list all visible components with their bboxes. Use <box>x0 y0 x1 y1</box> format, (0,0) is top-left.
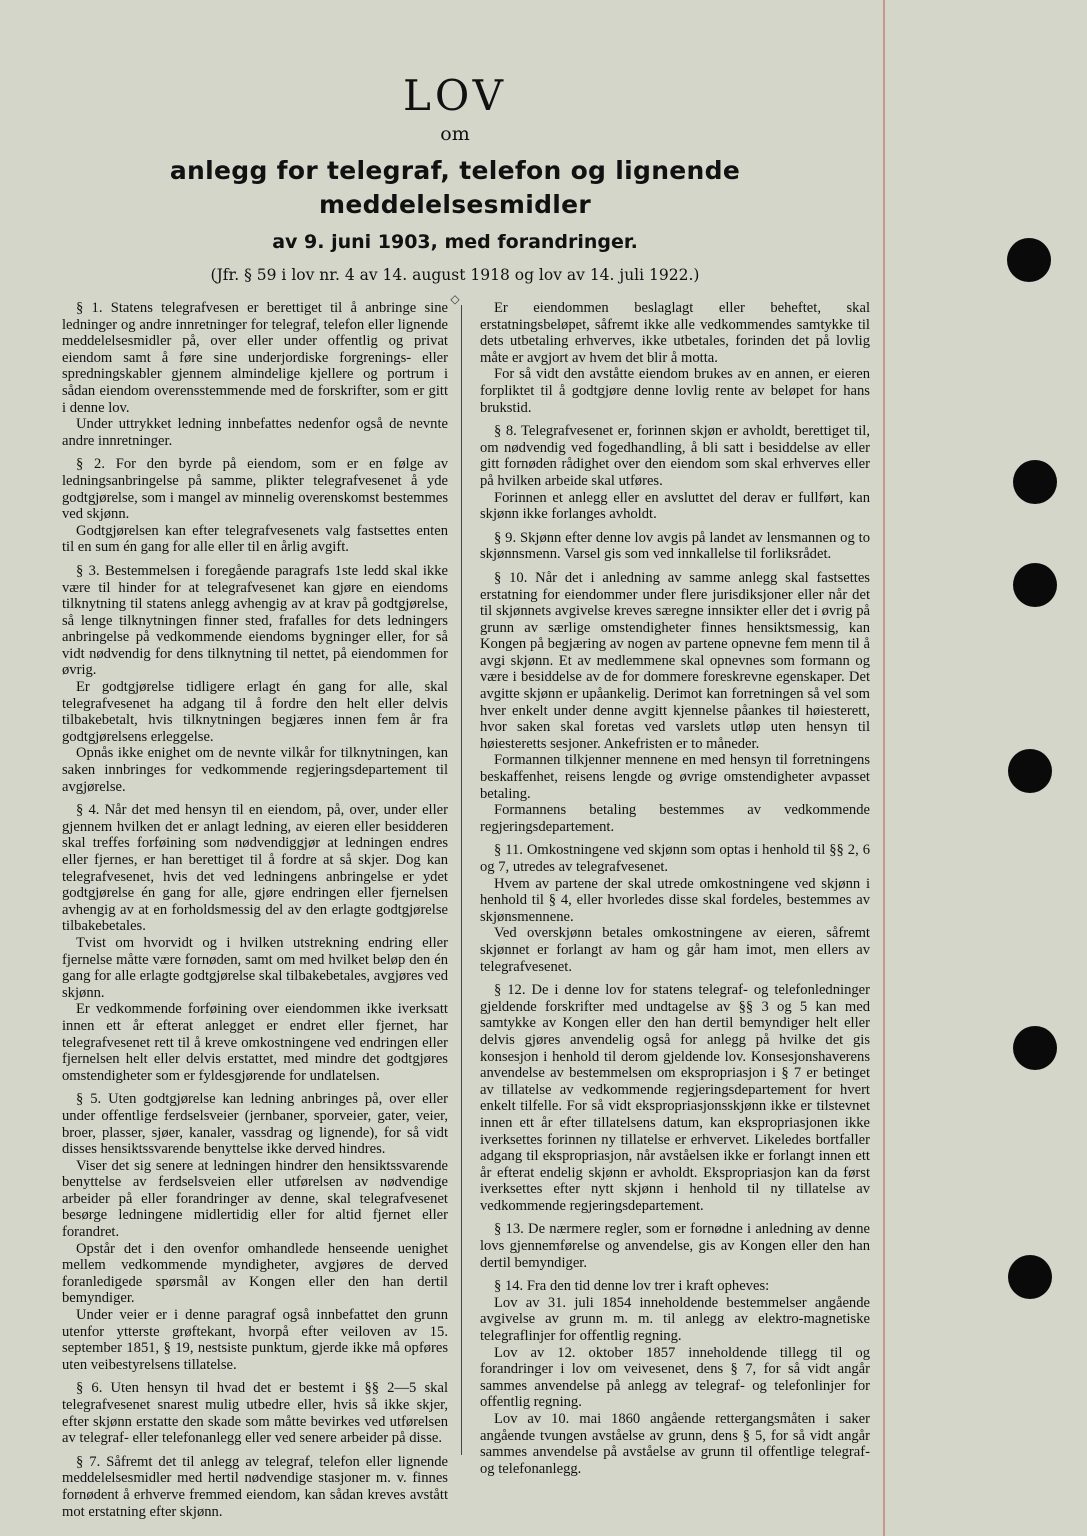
paragraph: § 1. Statens telegrafvesen er berettiget til å anbringe sine ledninger og andre innretninger for telegraf, telefon eller lignende meddelelsesmidler på, over eller under offentlig og privat eiendom samt å føre sine underjordiske forgrenings- eller spredningskabler gjennem almindelige kjellere og portrum i sådan eiendom overensstemmende med de forskrifter, som er gitt i denne lov. <box>62 300 448 416</box>
paragraph: § 11. Omkostningene ved skjønn som optas i henhold til §§ 2, 6 og 7, utredes av telegrafvesenet. <box>480 842 870 875</box>
paragraph: § 7. Såfremt det til anlegg av telegraf, telefon eller lignende meddelelsesmidler med hertil nødvendige stasjoner m. v. finnes fornødent å erhverve fremmed eiendom, kan sådan kreves avstått mot erstatning efter skjønn. <box>62 1453 448 1520</box>
punch-hole <box>1008 749 1052 793</box>
paragraph: § 4. Når det med hensyn til en eiendom, på, over, under eller gjennem hvilken det er anlagt ledning, av eieren eller besidderen skal treffes forføining som nødvendiggjør at ledningen endres eller fjernes, er han berettiget til å fordre at så skjer. Dog kan telegrafvesenet, hvis det ved ledningens anbringelse er ydet godtgjørelse én gang for alle, gjøre endringen eller fjernelsen avhengig av at en forholdsmessig del av den erlagte godtgjørelse tilbakebetales. <box>62 802 448 935</box>
paragraph: Formannens betaling bestemmes av vedkommende regjeringsdepartement. <box>480 802 870 835</box>
paragraph: § 12. De i denne lov for statens telegraf- og telefonledninger gjeldende forskrifter med undtagelse av §§ 3 og 5 kan med samtykke av Kongen eller den han dertil bemyndiger helt eller delvis gjøres anvendelig også for anlegg på hvilke det gis konsesjon i henhold til derom gjeldende lov. Konsesjonshaverens anvendelse av bestemmelsen om ekspropriasjon i § 7 er betinget av tillatelse av vedkommende regjeringsdepartement for hvert enkelt tilfelle. For så vidt ekspropriasjonsskjønn ikke er tilstevnet innen ett år efter tillatelsens datum, kan ekspropriasjonen ikke iverksettes forinnen ny tillatelse er erhvervet. Likeledes bortfaller adgang til ekspropriasjon, når avståelsen ikke er forlangt innen ett år efterat endelig skjønn er avholdt. Ekspropriasjon kan da først iverksettes efter nytt skjønn i henhold til ny tillatelse av vedkommende regjeringsdepartement. <box>480 982 870 1214</box>
law-title: anlegg for telegraf, telefon og lignende meddelelsesmidler <box>169 156 741 219</box>
paragraph: Opnås ikke enighet om de nevnte vilkår for tilknytningen, kan saken innbringes for vedkommende regjeringsdepartement til avgjørelse. <box>62 745 448 795</box>
law-subtitle: av 9. juni 1903, med forandringer. <box>272 231 638 253</box>
paragraph: § 9. Skjønn efter denne lov avgis på landet av lensmannen og to skjønnsmenn. Varsel gis som ved innkallelse til forliksrådet. <box>480 529 870 563</box>
paragraph: Hvem av partene der skal utrede omkostningene ved skjønn i henhold til § 4, eller hvorledes disse skal fordeles, bestemmes av skjønsmennene. <box>480 875 870 925</box>
paragraph: § 5. Uten godtgjørelse kan ledning anbringes på, over eller under offentlige ferdselsveier (jernbaner, sporveier, gater, veier, broer, plasser, sjøer, kanaler, vassdrag og lignende), for så vidt disses hensiktssvarende benyttelse ikke derved hindres. <box>62 1091 448 1158</box>
paragraph: Tvist om hvorvidt og i hvilken utstrekning endring eller fjernelse måtte være fornøden, samt om med hvilket beløp den én gang for alle erlagte godtgjørelse skal tilbakebetales, avgjøres ved skjønn. <box>62 934 448 1001</box>
paragraph: Godtgjørelsen kan efter telegrafvesenets valg fastsettes enten til en sum én gang for alle eller til en årlig avgift. <box>62 522 448 556</box>
paragraph: § 2. For den byrde på eiendom, som er en følge av ledningsanbringelse på samme, plikter telegrafvesenet å yde godtgjørelse, som i mangel av minnelig overenskomst bestemmes ved skjønn. <box>62 456 448 523</box>
paragraph: Viser det sig senere at ledningen hindrer den hensiktssvarende benyttelse av ferdselsveien eller utførelsen av nødvendige arbeider på eller forandringer av denne, skal telegrafvesenet besørge ledningene midlertidig eller for altid fjernet eller forandret. <box>62 1157 448 1241</box>
punch-hole <box>1008 1255 1052 1299</box>
paragraph: Lov av 31. juli 1854 inneholdende bestemmelser angående avgivelse av grunn m. m. til anlegg av elektro-magnetiske telegraflinjer for offentlig regning. <box>480 1294 870 1345</box>
paragraph: Er godtgjørelse tidligere erlagt én gang for alle, skal telegrafvesenet ha adgang til å fordre den helt eller delvis tilbakebetalt, hvis tilknytningen begjæres innen fem år fra godtgjørelsens erleggelse. <box>62 679 448 745</box>
law-heading: LOV <box>403 71 507 120</box>
punch-hole <box>1007 238 1051 282</box>
column-divider <box>461 305 462 1455</box>
punch-hole <box>1013 1026 1057 1070</box>
paragraph: Er vedkommende forføining over eiendommen ikke iverksatt innen ett år efterat anlegget er endret eller fjernet, har telegrafvesenet rett til å kreve omkostningene ved endringen eller fjernelsen helt eller delvis erstattet, med mindre det godtgjøres omstendigheter som er fyldesgjørende for undlatelsen. <box>62 1001 448 1084</box>
paragraph: § 8. Telegrafvesenet er, forinnen skjøn er avholdt, berettiget til, om nødvendig ved fogedhandling, å bli satt i besiddelse av eller gitt fornøden rådighet over den eiendom som skal erhverves eller på hvilken arbeide skal utføres. <box>480 423 870 489</box>
paragraph: Lov av 12. oktober 1857 inneholdende tillegg til og forandringer i lov om veivesenet, dens § 7, for så vidt angår sammes anvendelse på anlegg av telegraf- og telefonlinjer for offentlig regning. <box>480 1344 870 1411</box>
paragraph: Ved overskjønn betales omkostningene av eieren, såfremt skjønnet er forlangt av ham og går ham imot, men ellers av telegrafvesenet. <box>480 925 870 975</box>
paragraph: Under veier er i denne paragraf også innbefattet den grunn utenfor ytterste grøftekant, hvorpå efter veiloven av 15. september 1851, § 19, nestsiste punktum, gjerde ikke må opføres uten veibestyrelsens tillatelse. <box>62 1307 448 1373</box>
punch-hole <box>1013 460 1057 504</box>
law-reference: (Jfr. § 59 i lov nr. 4 av 14. august 1918 og lov av 14. juli 1922.) <box>210 266 700 284</box>
paragraph: Er eiendommen beslaglagt eller beheftet, skal erstatningsbeløpet, såfremt ikke alle vedkommendes samtykke til dets utbetaling erhverves, ikke utbetales, forinden det på lovlig måte er avgjort av hvem det blir å motta. <box>480 300 870 366</box>
paragraph: § 6. Uten hensyn til hvad det er bestemt i §§ 2—5 skal telegrafvesenet snarest mulig utbedre eller, hvis så ikke skjer, efter skjønn erstatte den skade som måtte bevirkes ved utførelsen av telegraf- eller telefonanlegg eller ved senere arbeider på disse. <box>62 1380 448 1447</box>
divider-ornament: ◇ <box>450 292 460 306</box>
heading-om: om <box>440 123 470 145</box>
document-header <box>60 70 850 306</box>
paragraph: § 3. Bestemmelsen i foregående paragrafs 1ste ledd skal ikke være til hinder for at telegrafvesenet kan gjøre en eiendoms tilknytning til statens anlegg avhengig av at krav på godtgjørelse, så lenge tilknytningen finner sted, frafalles for dets ledningers anbringelse på vedkommende eiendoms bygninger eller, for så vidt nødvendig for dens tilknytning til nettet, på eiendommen for øvrig. <box>62 562 448 679</box>
margin-line <box>883 0 885 1536</box>
paragraph: Forinnen et anlegg eller en avsluttet del derav er fullført, kan skjønn ikke forlanges avholdt. <box>480 489 870 523</box>
paragraph: Opstår det i den ovenfor omhandlede henseende uenighet mellem vedkommende myndigheter, avgjøres de derved foranledigede spørsmål av Kongen eller den han dertil bemyndiger. <box>62 1240 448 1307</box>
paragraph: Under uttrykket ledning innbefattes nedenfor også de nevnte andre innretninger. <box>62 416 448 449</box>
paragraph: Formannen tilkjenner mennene en med hensyn til forretningens beskaffenhet, reisens lengde og øvrige omstendigheter avpasset betaling. <box>480 752 870 802</box>
paragraph: § 10. Når det i anledning av samme anlegg skal fastsettes erstatning for eiendommer under flere jurisdiksjoner eller når det til skjønnets avgivelse kreves særegne innsikter eller det i øvrig på grunn av særlige omstendigheter finnes hensiktsmessig, kan Kongen på begjæring av nogen av partene opnevne fem menn til å avgi skjønn. Et av medlemmene skal opnevnes som formann og være i besiddelse av de for dommere foreskrevne egenskaper. Det avgitte skjønn er upåankelig. Derimot kan forretningen så vel som hver enkelt under denne avgitt kjennelse påankes til høiesterett, hvor saken skal foretas ved varslets utløp uten hensyn til høiesteretts sesjoner. Ankefristen er to måneder. <box>480 569 870 752</box>
paragraph: § 14. Fra den tid denne lov trer i kraft opheves: <box>494 1278 770 1295</box>
left-column <box>62 300 448 1527</box>
paragraph: Lov av 10. mai 1860 angående rettergangsmåten i saker angående tvungen avståelse av grunn, dens § 5, for så vidt angår sammes anvendelse på avståelse av grunn til offentlige telegraf- og telefonanlegg. <box>480 1411 870 1477</box>
right-column <box>480 300 870 1484</box>
paragraph: § 13. De nærmere regler, som er fornødne i anledning av denne lovs gjennemførelse og anvendelse, gis av Kongen eller den han dertil bemyndiger. <box>480 1221 870 1271</box>
punch-hole <box>1013 563 1057 607</box>
paragraph: For så vidt den avståtte eiendom brukes av en annen, er eieren forpliktet til å godtgjøre denne lovlig rente av beløpet for hans brukstid. <box>480 366 870 416</box>
